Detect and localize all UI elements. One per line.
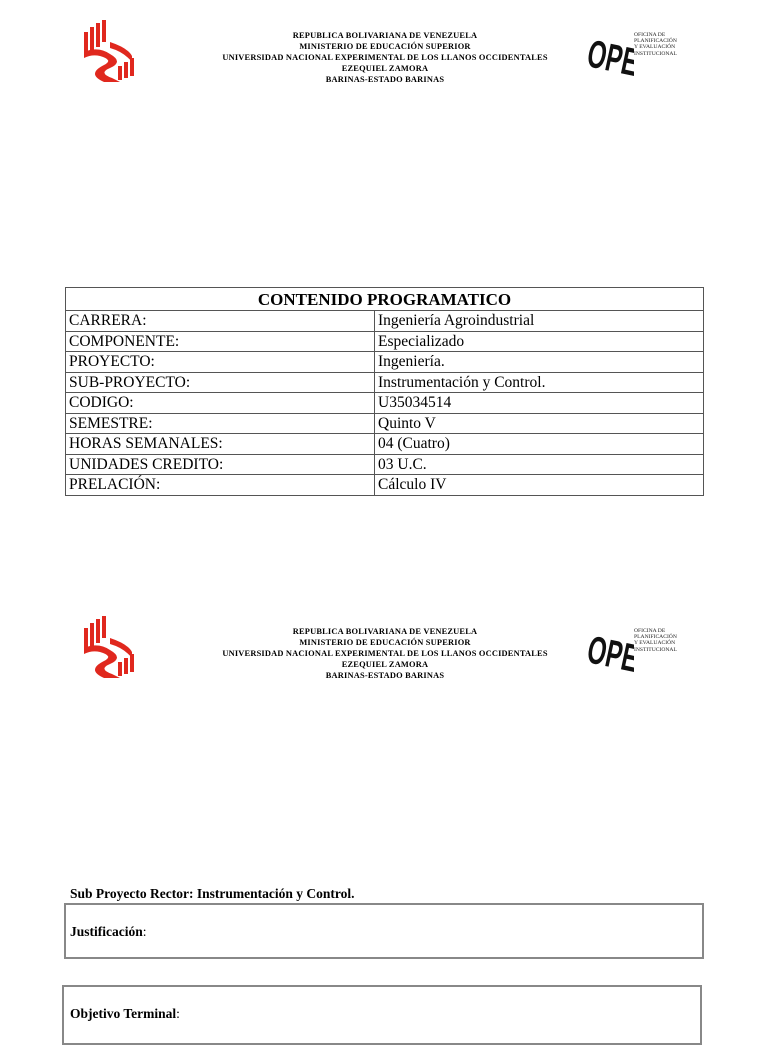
opei-caption-line: INSTITUCIONAL (634, 50, 677, 57)
opei-caption-line: OFICINA DE (634, 32, 666, 38)
label-colon: : (176, 1006, 180, 1021)
row-label: UNIDADES CREDITO: (66, 454, 375, 475)
table-row (66, 331, 704, 352)
row-label: PRELACIÓN: (66, 475, 375, 496)
institution-heading (190, 30, 580, 85)
university-logo (80, 18, 138, 82)
row-label: SUB-PROYECTO: (66, 372, 375, 393)
opei-caption-line: PLANIFICACIÓN (634, 634, 677, 641)
table-row (66, 393, 704, 414)
opei-logo-text: OPEI (588, 627, 634, 682)
table-row (66, 475, 704, 496)
row-label: COMPONENTE: (66, 331, 375, 352)
heading-line: REPUBLICA BOLIVARIANA DE VENEZUELA (292, 627, 478, 636)
row-value: 04 (Cuatro) (375, 434, 704, 455)
table-title: CONTENIDO PROGRAMATICO (66, 288, 704, 311)
row-value: U35034514 (375, 393, 704, 414)
objetivo-terminal-box (62, 985, 702, 1045)
heading-line: BARINAS-ESTADO BARINAS (325, 75, 445, 84)
row-label: CARRERA: (66, 311, 375, 332)
heading-line: BARINAS-ESTADO BARINAS (325, 671, 445, 680)
row-label: CODIGO: (66, 393, 375, 414)
table-row (66, 413, 704, 434)
opei-caption (634, 32, 677, 57)
opei-caption-line: Y EVALUACIÓN (634, 640, 676, 647)
table-row (66, 454, 704, 475)
heading-line: UNIVERSIDAD NACIONAL EXPERIMENTAL DE LOS LLANOS OCCIDENTALES (222, 649, 548, 658)
row-value: Ingeniería. (375, 352, 704, 373)
opei-logo (588, 614, 684, 684)
university-logo (80, 614, 138, 678)
row-value: Cálculo IV (375, 475, 704, 496)
row-label: HORAS SEMANALES: (66, 434, 375, 455)
row-label: SEMESTRE: (66, 413, 375, 434)
institution-heading (190, 626, 580, 681)
row-value: Ingeniería Agroindustrial (375, 311, 704, 332)
opei-caption-line: PLANIFICACIÓN (634, 38, 677, 45)
opei-logo-text: OPEI (588, 31, 634, 86)
heading-line: REPUBLICA BOLIVARIANA DE VENEZUELA (292, 31, 478, 40)
opei-caption-line: OFICINA DE (634, 628, 666, 634)
justificacion-box (64, 903, 704, 959)
row-value: Especializado (375, 331, 704, 352)
opei-caption (634, 628, 677, 653)
opei-caption-line: Y EVALUACIÓN (634, 44, 676, 51)
opei-caption-line: INSTITUCIONAL (634, 646, 677, 653)
contenido-programatico-table (65, 287, 704, 496)
sub-proyecto-rector: Sub Proyecto Rector: Instrumentación y Control. (70, 886, 355, 901)
table-row (66, 311, 704, 332)
row-value: 03 U.C. (375, 454, 704, 475)
heading-line: UNIVERSIDAD NACIONAL EXPERIMENTAL DE LOS LLANOS OCCIDENTALES (222, 53, 548, 62)
objetivo-terminal-label: Objetivo Terminal (70, 1006, 177, 1021)
row-value: Instrumentación y Control. (375, 372, 704, 393)
heading-line: EZEQUIEL ZAMORA (341, 64, 429, 73)
row-label: PROYECTO: (66, 352, 375, 373)
page-header-1 (0, 18, 768, 98)
table-row (66, 372, 704, 393)
heading-line: MINISTERIO DE EDUCACIÓN SUPERIOR (299, 638, 471, 647)
heading-line: EZEQUIEL ZAMORA (341, 660, 429, 669)
label-colon: : (142, 924, 147, 939)
justificacion-label: Justificación (70, 924, 143, 939)
table-row (66, 352, 704, 373)
table-row (66, 434, 704, 455)
heading-line: MINISTERIO DE EDUCACIÓN SUPERIOR (299, 42, 471, 51)
opei-logo (588, 18, 684, 88)
row-value: Quinto V (375, 413, 704, 434)
page-header-2 (0, 614, 768, 694)
